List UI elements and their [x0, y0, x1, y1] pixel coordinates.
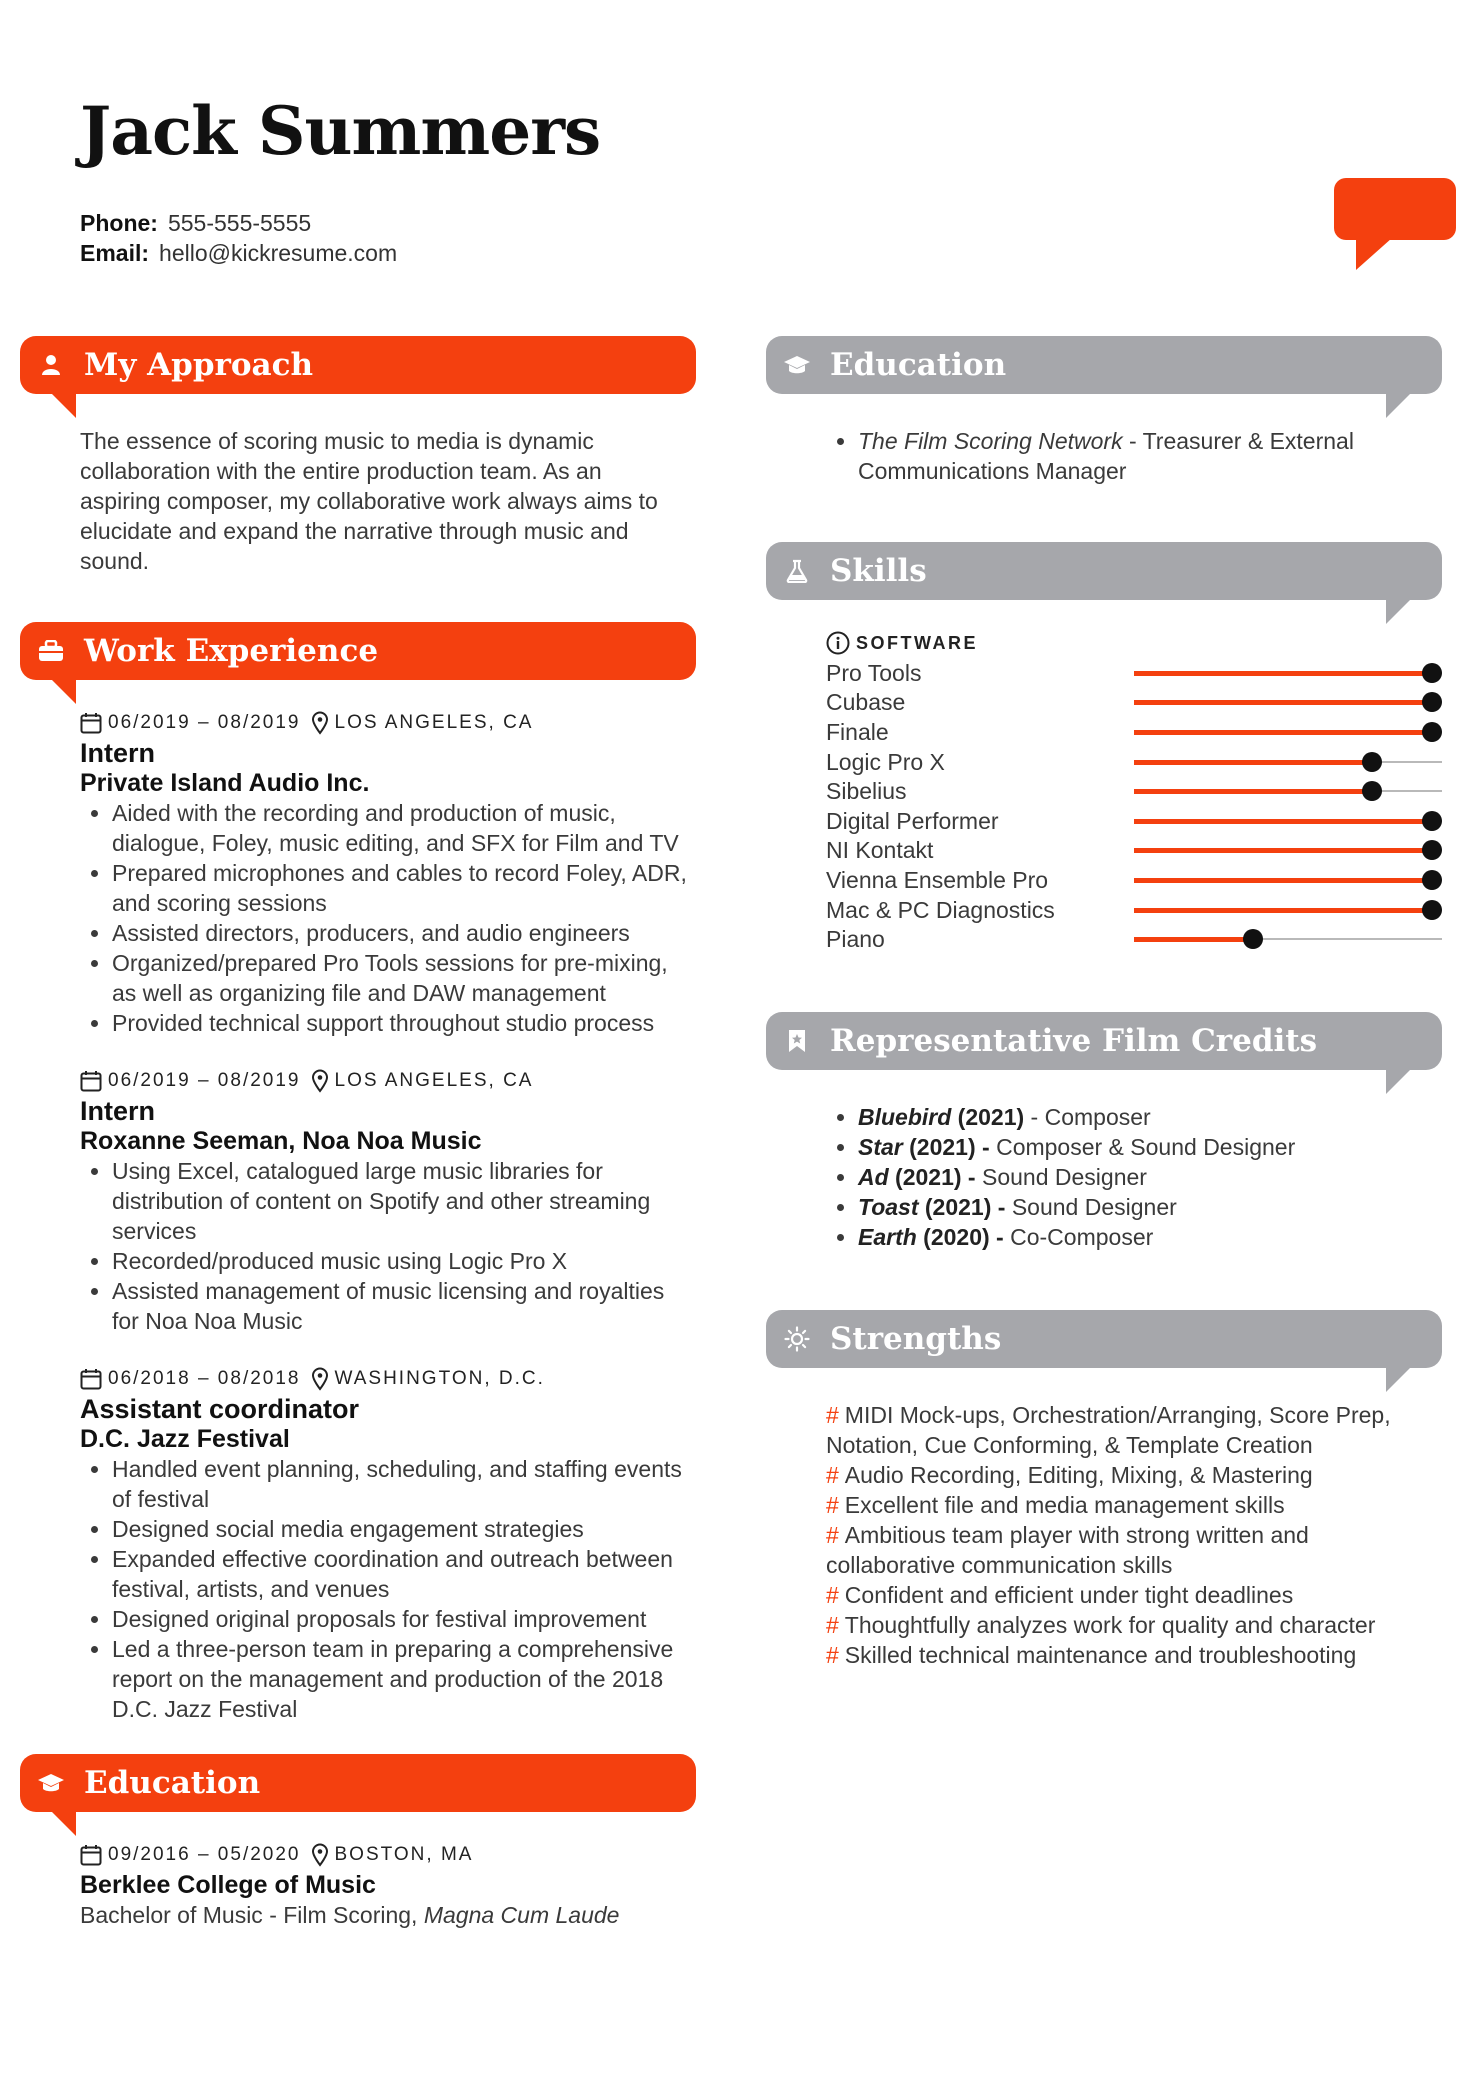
hash-icon: # [826, 1641, 839, 1668]
work-body [20, 680, 696, 1724]
credit-title: Star [858, 1133, 903, 1160]
skill-list [826, 658, 1442, 954]
company-name: D.C. Jazz Festival [80, 1425, 290, 1453]
credit-title: Toast [858, 1193, 919, 1220]
skill-knob [1422, 840, 1442, 860]
job-location: LOS ANGELES, CA [334, 1070, 534, 1091]
graduation-cap-icon [36, 1768, 66, 1798]
job-list [80, 708, 696, 1724]
credit-role: Co-Composer [1003, 1223, 1154, 1250]
degree-honors: Magna Cum Laude [423, 1902, 620, 1928]
education-dates: 09/2016 – 05/2020 [108, 1844, 301, 1865]
skills-body [766, 600, 1442, 954]
credit-role: Sound Designer [975, 1163, 1147, 1190]
skill-name: Piano [826, 926, 885, 953]
speech-bubble-logo-icon [1334, 178, 1456, 240]
skill-row [826, 836, 1442, 866]
skills-header [766, 542, 1442, 600]
job-location: LOS ANGELES, CA [334, 712, 534, 733]
calendar-icon [80, 1070, 102, 1092]
contact-block [80, 208, 397, 268]
education-left-section [20, 1754, 696, 1930]
company-name: Private Island Audio Inc. [80, 769, 370, 797]
job-dates: 06/2019 – 08/2019 [108, 1070, 301, 1091]
work-header-tail [50, 678, 76, 704]
skill-fill [1134, 878, 1432, 883]
job-title: Intern [80, 738, 156, 768]
skills-header-tail [1386, 598, 1412, 624]
approach-section [20, 336, 696, 576]
list-item: • Assisted directors, producers, and audio engineers [112, 918, 696, 948]
skill-row [826, 895, 1442, 925]
job-entry [80, 1066, 696, 1336]
skill-knob [1422, 692, 1442, 712]
skill-category [826, 628, 1442, 658]
left-column [20, 336, 696, 1930]
education-right-title: Education [830, 347, 1007, 383]
job-entry [80, 1364, 696, 1724]
skill-knob [1422, 663, 1442, 683]
email-label: Email: [80, 240, 150, 266]
job-bullets [80, 1156, 696, 1336]
list-item [858, 1192, 1442, 1222]
credits-list [826, 1102, 1442, 1252]
job-title: Intern [80, 1096, 156, 1126]
strength-item [826, 1490, 1416, 1520]
strengths-header [766, 1310, 1442, 1368]
strength-item [826, 1400, 1416, 1460]
skill-level-bar [1134, 930, 1442, 948]
skill-row [826, 924, 1442, 954]
credits-header [766, 1012, 1442, 1070]
strength-item [826, 1460, 1416, 1490]
work-header [20, 622, 696, 680]
degree-text: Bachelor of Music - Film Scoring, [80, 1902, 424, 1928]
credit-title: Earth [858, 1223, 917, 1250]
list-item: • Designed original proposals for festival improvement [112, 1604, 696, 1634]
job-bullets [80, 1454, 696, 1724]
skill-level-bar [1134, 812, 1442, 830]
list-item: • Designed social media engagement strategies [112, 1514, 696, 1544]
list-item: • Recorded/produced music using Logic Pro X [112, 1246, 696, 1276]
education-location: BOSTON, MA [334, 1844, 474, 1865]
list-item: • Prepared microphones and cables to record Foley, ADR, and scoring sessions [112, 858, 696, 918]
phone-value: 555-555-5555 [167, 210, 312, 236]
list-item [858, 426, 1442, 486]
strength-text: MIDI Mock-ups, Orchestration/Arranging, Score Prep, Notation, Cue Conforming, & Template Creation [826, 1401, 1391, 1458]
skill-name: NI Kontakt [826, 837, 934, 864]
strength-text: Skilled technical maintenance and troubleshooting [844, 1641, 1357, 1668]
job-location: WASHINGTON, D.C. [334, 1368, 545, 1389]
education-right-body [766, 394, 1442, 486]
company-name: Roxanne Seeman, Noa Noa Music [80, 1127, 482, 1155]
skill-fill [1134, 908, 1432, 913]
strengths-title: Strengths [830, 1320, 1002, 1357]
credits-body [766, 1070, 1442, 1252]
skill-fill [1134, 730, 1432, 735]
list-item: • Expanded effective coordination and outreach between festival, artists, and venues [112, 1544, 696, 1604]
list-item: • Aided with the recording and production of music, dialogue, Foley, music editing, and SFX for Film and TV [112, 798, 696, 858]
skill-knob [1243, 929, 1263, 949]
skill-fill [1134, 700, 1432, 705]
skill-name: Digital Performer [826, 807, 999, 834]
job-dates: 06/2019 – 08/2019 [108, 712, 301, 733]
location-pin-icon [311, 1069, 329, 1093]
location-pin-icon [311, 1367, 329, 1391]
skill-knob [1422, 722, 1442, 742]
skill-name: Vienna Ensemble Pro [826, 866, 1049, 893]
strength-text: Confident and efficient under tight deadlines [844, 1581, 1294, 1608]
hash-icon: # [826, 1611, 839, 1638]
skills-title: Skills [830, 553, 927, 589]
hash-icon: # [826, 1491, 839, 1518]
sun-icon [782, 1324, 812, 1354]
credit-year: (2021) - [902, 1133, 990, 1160]
credit-role: Sound Designer [1005, 1193, 1177, 1220]
approach-header [20, 336, 696, 394]
calendar-icon [80, 1368, 102, 1390]
skill-row [826, 806, 1442, 836]
skill-level-bar [1134, 901, 1442, 919]
strength-text: Ambitious team player with strong written and collaborative communication skills [826, 1521, 1309, 1578]
skill-row [826, 747, 1442, 777]
strength-text: Audio Recording, Editing, Mixing, & Mastering [844, 1461, 1313, 1488]
skill-level-bar [1134, 753, 1442, 771]
credits-section [766, 1012, 1442, 1252]
approach-title: My Approach [84, 347, 314, 383]
list-item: • Assisted management of music licensing and royalties for Noa Noa Music [112, 1276, 696, 1336]
hash-icon: # [826, 1401, 839, 1428]
bookmark-icon [782, 1026, 812, 1056]
calendar-icon [80, 1844, 102, 1866]
right-column [766, 336, 1442, 1670]
skill-row [826, 658, 1442, 688]
list-item: • Provided technical support throughout studio process [112, 1008, 696, 1038]
phone-label: Phone: [80, 210, 158, 236]
skills-section [766, 542, 1442, 954]
education-left-header-tail [50, 1810, 76, 1836]
strengths-header-tail [1386, 1366, 1412, 1392]
work-section [20, 622, 696, 1724]
education-left-header [20, 1754, 696, 1812]
skill-row [826, 865, 1442, 895]
skill-knob [1422, 870, 1442, 890]
skill-knob [1362, 781, 1382, 801]
list-item: • Handled event planning, scheduling, and staffing events of festival [112, 1454, 696, 1514]
speech-bubble-logo-tail [1356, 238, 1392, 270]
job-meta [80, 708, 696, 738]
strength-item [826, 1610, 1416, 1640]
strength-item [826, 1640, 1416, 1670]
skill-name: Pro Tools [826, 659, 922, 686]
education-left-body [20, 1812, 696, 1930]
education-right-list [826, 426, 1442, 486]
phone-line [80, 208, 397, 238]
hash-icon: # [826, 1581, 839, 1608]
info-icon [826, 631, 850, 655]
skill-name: Cubase [826, 689, 906, 716]
approach-header-tail [50, 392, 76, 418]
hash-icon: # [826, 1461, 839, 1488]
skill-fill [1134, 819, 1432, 824]
credit-year: (2021) [951, 1103, 1025, 1130]
credit-title: Ad [858, 1163, 889, 1190]
credit-role: Composer & Sound Designer [989, 1133, 1296, 1160]
email-value: hello@kickresume.com [159, 240, 398, 266]
education-meta [80, 1840, 696, 1870]
skill-name: Sibelius [826, 778, 907, 805]
location-pin-icon [311, 711, 329, 735]
skill-row [826, 717, 1442, 747]
flask-icon [782, 556, 812, 586]
credits-header-tail [1386, 1068, 1412, 1094]
list-item [858, 1102, 1442, 1132]
school-name: Berklee College of Music [80, 1871, 376, 1899]
location-pin-icon [311, 1843, 329, 1867]
skill-level-bar [1134, 782, 1442, 800]
skill-fill [1134, 789, 1372, 794]
skill-level-bar [1134, 664, 1442, 682]
degree-line [80, 1900, 696, 1930]
skill-knob [1362, 752, 1382, 772]
list-item: • Organized/prepared Pro Tools sessions for pre-mixing, as well as organizing file and DAW management [112, 948, 696, 1008]
org-name: The Film Scoring Network [858, 428, 1123, 454]
email-line [80, 238, 397, 268]
job-meta [80, 1364, 696, 1394]
skill-name: Finale [826, 718, 889, 745]
list-item: • Using Excel, catalogued large music libraries for distribution of content on Spotify and other streaming services [112, 1156, 696, 1246]
credit-year: (2021) - [918, 1193, 1006, 1220]
list-item [858, 1132, 1442, 1162]
skill-level-bar [1134, 693, 1442, 711]
strengths-list [766, 1368, 1416, 1670]
credit-title: Bluebird [858, 1103, 952, 1130]
credit-year: (2020) - [916, 1223, 1004, 1250]
strength-text: Thoughtfully analyzes work for quality and character [844, 1611, 1376, 1638]
education-right-header [766, 336, 1442, 394]
calendar-icon [80, 712, 102, 734]
work-title: Work Experience [84, 633, 379, 669]
skill-row [826, 776, 1442, 806]
list-item [858, 1162, 1442, 1192]
job-entry [80, 708, 696, 1038]
skill-knob [1422, 811, 1442, 831]
job-title: Assistant coordinator [80, 1394, 360, 1424]
list-item [858, 1222, 1442, 1252]
skill-fill [1134, 760, 1372, 765]
strength-text: Excellent file and media management skills [844, 1491, 1285, 1518]
education-right-section [766, 336, 1442, 486]
skill-row [826, 688, 1442, 718]
strength-item [826, 1580, 1416, 1610]
hash-icon: # [826, 1521, 839, 1548]
candidate-name: Jack Summers [80, 92, 601, 170]
skill-fill [1134, 671, 1432, 676]
credits-title: Representative Film Credits [830, 1022, 1318, 1059]
org-role: - Treasurer & External Communications Manager [858, 428, 1354, 484]
strengths-section [766, 1310, 1442, 1670]
skill-name: Logic Pro X [826, 748, 945, 775]
job-bullets [80, 798, 696, 1038]
education-right-header-tail [1386, 392, 1412, 418]
job-dates: 06/2018 – 08/2018 [108, 1368, 301, 1389]
graduation-cap-icon [782, 350, 812, 380]
skill-category-label: SOFTWARE [856, 633, 978, 653]
education-left-title: Education [84, 1765, 261, 1801]
strength-item [826, 1520, 1416, 1580]
skill-fill [1134, 848, 1432, 853]
job-meta [80, 1066, 696, 1096]
person-icon [36, 350, 66, 380]
credit-year: (2021) - [888, 1163, 976, 1190]
briefcase-icon [36, 636, 66, 666]
skill-level-bar [1134, 723, 1442, 741]
approach-text: The essence of scoring music to media is dynamic collaboration with the entire production team. As an aspiring composer, my collaborative work always aims to elucidate and expand the narrative through music and sound. [80, 428, 658, 574]
skill-fill [1134, 937, 1253, 942]
skill-knob [1422, 900, 1442, 920]
skill-level-bar [1134, 841, 1442, 859]
credit-role: - Composer [1024, 1103, 1151, 1130]
skill-level-bar [1134, 871, 1442, 889]
list-item: • Led a three-person team in preparing a comprehensive report on the management and production of the 2018 D.C. Jazz Festival [112, 1634, 696, 1724]
skill-name: Mac & PC Diagnostics [826, 896, 1055, 923]
